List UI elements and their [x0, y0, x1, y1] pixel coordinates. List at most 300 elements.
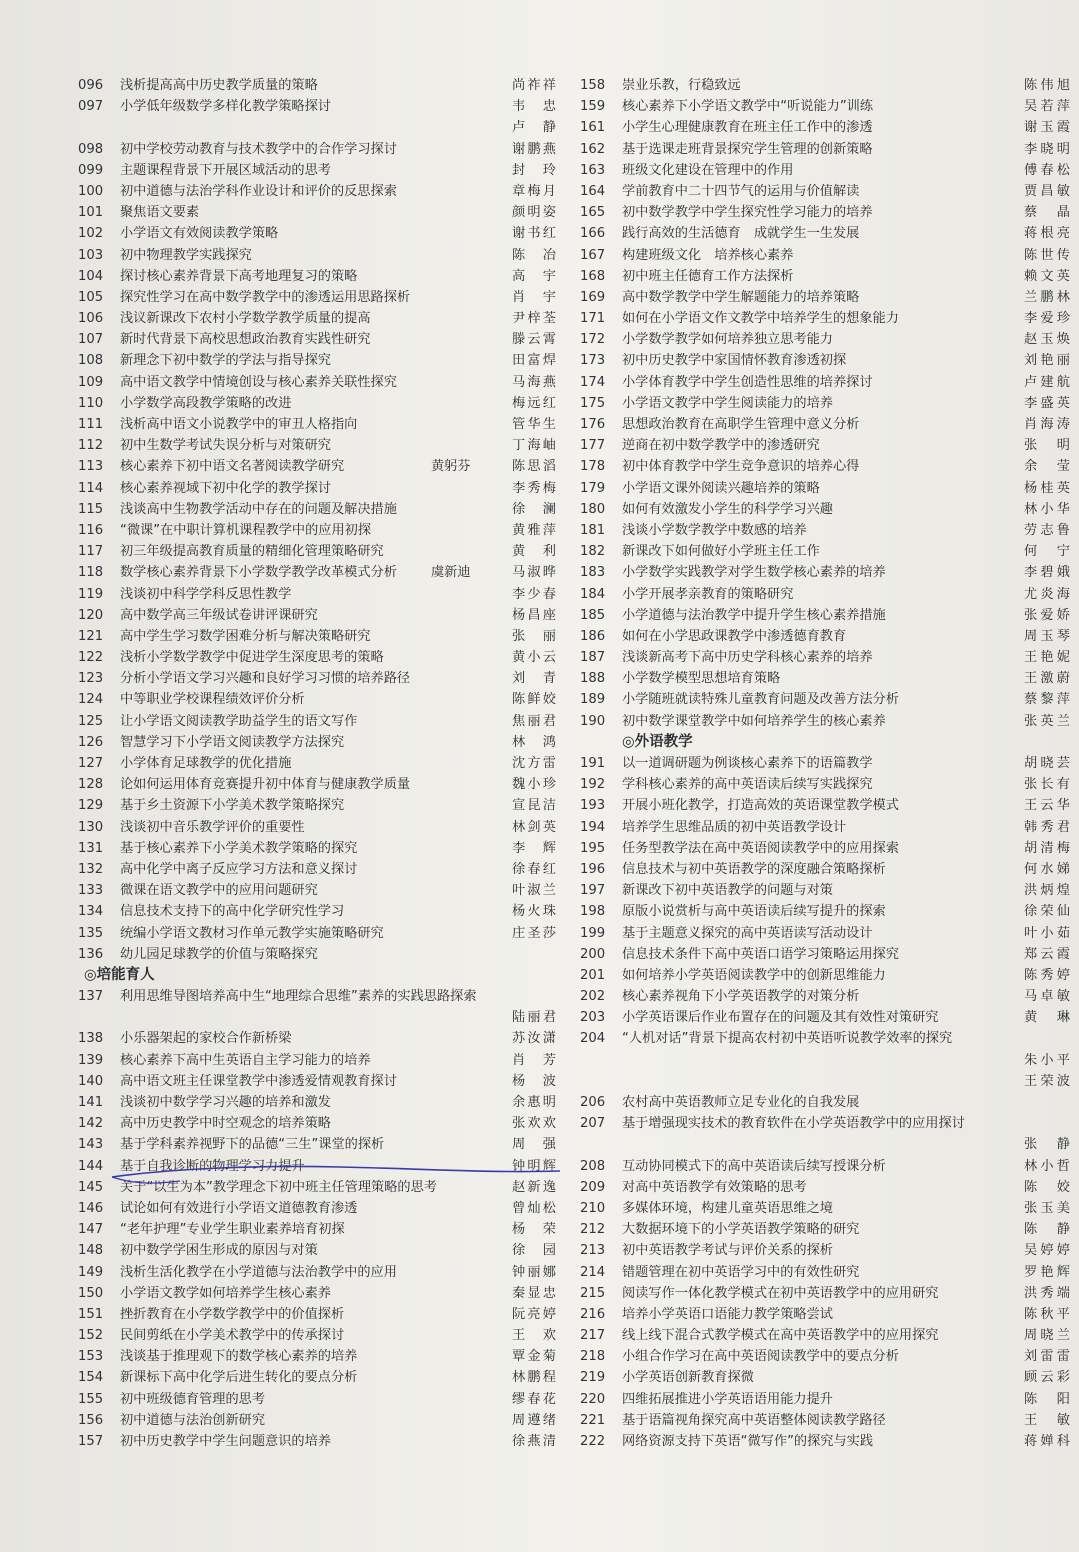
- entry-title: 利用思维导图培养高中生“地理综合思维”素养的实践思路探索: [120, 989, 477, 1005]
- entry-number: 119: [78, 586, 104, 602]
- toc-entry: [78, 96, 556, 117]
- entry-number: 125: [78, 713, 104, 729]
- toc-entry: [78, 520, 556, 541]
- entry-title: 初中生数学考试失误分析与对策研究: [120, 438, 331, 454]
- entry-number: 218: [580, 1349, 606, 1365]
- entry-title: 小学语文有效阅读教学策略: [120, 226, 279, 242]
- entry-title: 崇业乐教，行稳致远: [622, 78, 741, 93]
- entry-number: 135: [78, 925, 104, 941]
- entry-number: 189: [580, 692, 606, 708]
- toc-entry: [580, 520, 1070, 541]
- toc-entry: [580, 266, 1070, 287]
- entry-number: 123: [78, 671, 104, 687]
- entry-number: 180: [580, 501, 606, 517]
- entry-title: 浅谈基于推理观下的数学核心素养的培养: [120, 1349, 358, 1365]
- entry-author: 韩秀君: [1024, 819, 1070, 835]
- entry-author: 尹梓荃: [512, 311, 556, 327]
- entry-author: 章梅月: [512, 183, 556, 199]
- entry-author: 李碧娥: [1024, 565, 1070, 581]
- entry-author: 高 宇: [512, 268, 556, 284]
- entry-number: 106: [78, 311, 104, 327]
- entry-author: 刘雷雷: [1024, 1349, 1070, 1365]
- toc-entry: [78, 1071, 556, 1092]
- entry-title: 基于核心素养下小学美术教学策略的探究: [120, 840, 358, 856]
- entry-author: 蒋根亮: [1024, 226, 1070, 242]
- entry-number: 203: [580, 1010, 606, 1026]
- entry-number: 156: [78, 1412, 104, 1428]
- toc-entry: [580, 117, 1070, 138]
- toc-entry: [580, 605, 1070, 626]
- entry-number: 163: [580, 162, 606, 178]
- entry-number: 221: [580, 1412, 606, 1428]
- toc-entry: [580, 647, 1070, 668]
- toc-entry: [580, 1389, 1070, 1410]
- toc-entry: [580, 160, 1070, 181]
- toc-entry: [78, 372, 556, 393]
- entry-title: 初中道德与法治创新研究: [120, 1412, 266, 1428]
- entry-title: 学前教育中二十四节气的运用与价值解读: [622, 183, 860, 199]
- toc-entry: [78, 605, 556, 626]
- entry-title: 让小学语文阅读教学助益学生的语文写作: [120, 713, 358, 729]
- entry-author: 贾昌敏: [1024, 183, 1070, 199]
- toc-entry: [78, 414, 556, 435]
- toc-entry: [78, 393, 556, 414]
- toc-entry: [580, 1346, 1070, 1367]
- toc-entry: [580, 329, 1070, 350]
- entry-title: 培养学生思维品质的初中英语教学设计: [622, 819, 847, 835]
- entry-number: 148: [78, 1243, 104, 1259]
- entry-number: 208: [580, 1158, 606, 1174]
- toc-entry: [580, 1325, 1070, 1346]
- entry-number: 131: [78, 840, 104, 856]
- toc-entry: [580, 223, 1070, 244]
- entry-number: 128: [78, 777, 104, 793]
- entry-title: 初中体育教学中学生竞争意识的培养心得: [622, 459, 860, 475]
- entry-author: 庄圣莎: [512, 925, 556, 941]
- entry-author: 劳志鲁: [1024, 522, 1070, 538]
- entry-author: 陈秀婷: [1024, 967, 1070, 983]
- toc-entry: [580, 456, 1070, 477]
- toc-entry: [580, 838, 1070, 859]
- entry-author: 陈 静: [1024, 1222, 1070, 1238]
- entry-title: 浅析小学数学教学中促进学生深度思考的策略: [120, 650, 384, 666]
- entry-title: “人机对话”背景下提高农村初中英语听说教学效率的探究: [622, 1031, 953, 1047]
- toc-entry: [580, 1113, 1070, 1155]
- toc-entry: [78, 117, 556, 138]
- entry-author: 李秀梅: [512, 480, 556, 496]
- entry-title: 初三年级提高教育质量的精细化管理策略研究: [120, 544, 384, 560]
- entry-title: 浅谈新高考下高中历史学科核心素养的培养: [622, 650, 873, 666]
- entry-author: 陈 阳: [1024, 1391, 1070, 1407]
- toc-entry: [78, 1028, 556, 1049]
- entry-author: 黄雅萍: [512, 522, 556, 538]
- entry-number: 100: [78, 183, 104, 199]
- toc-entry: [78, 1410, 556, 1431]
- entry-title: 新课改下如何做好小学班主任工作: [622, 544, 820, 560]
- entry-title: 小学生心理健康教育在班主任工作中的渗透: [622, 120, 873, 136]
- toc-entry: [580, 1071, 1070, 1092]
- entry-title: 民间剪纸在小学美术教学中的传承探讨: [120, 1328, 345, 1344]
- entry-title: 基于主题意义探究的高中英语读写活动设计: [622, 925, 873, 941]
- entry-title: 高中化学中离子反应学习方法和意义探讨: [120, 861, 358, 877]
- entry-number: 110: [78, 395, 104, 411]
- entry-author: 徐春红: [512, 861, 556, 877]
- entry-number: 132: [78, 861, 104, 877]
- toc-entry: [580, 944, 1070, 965]
- entry-title: 农村高中英语教师立足专业化的自我发展: [622, 1095, 860, 1111]
- toc-entry: [580, 1007, 1070, 1028]
- entry-number: 113: [78, 459, 104, 475]
- entry-title: 浅谈小学数学教学中数感的培养: [622, 522, 807, 538]
- entry-number: 214: [580, 1264, 606, 1280]
- entry-author: 杨桂英: [1024, 480, 1070, 496]
- entry-title: 多媒体环境，构建儿童英语思维之境: [622, 1200, 833, 1216]
- entry-number: 096: [78, 78, 104, 93]
- entry-number: 191: [580, 756, 606, 771]
- entry-title: 对高中英语教学有效策略的思考: [622, 1179, 807, 1195]
- toc-entry: [78, 1389, 556, 1410]
- entry-title: 基于语篇视角探究高中英语整体阅读教学路径: [622, 1412, 886, 1428]
- entry-number: 102: [78, 226, 104, 242]
- entry-author: 尚祚祥: [512, 78, 556, 93]
- entry-title: 小学数学高段教学策略的改进: [120, 395, 292, 411]
- entry-title: 核心素养下初中语文名著阅读教学研究: [120, 459, 345, 475]
- toc-entry: [78, 795, 556, 816]
- toc-entry: [78, 1304, 556, 1325]
- entry-author: 王艳妮: [1024, 650, 1070, 666]
- entry-number: 097: [78, 99, 104, 115]
- entry-number: 177: [580, 438, 606, 454]
- entry-author: 谢玉霞: [1024, 120, 1070, 136]
- toc-entry: [78, 1050, 556, 1071]
- entry-number: 152: [78, 1328, 104, 1344]
- entry-number: 155: [78, 1391, 104, 1407]
- entry-number: 161: [580, 120, 606, 136]
- entry-number: 101: [78, 205, 104, 221]
- entry-title: 核心素养下高中生英语自主学习能力的培养: [120, 1052, 371, 1068]
- entry-title: 高中语文教学中情境创设与核心素养关联性探究: [120, 374, 397, 390]
- entry-title: 核心素养下小学语文教学中“听说能力”训练: [622, 99, 874, 115]
- toc-entry: [580, 372, 1070, 393]
- entry-number: 105: [78, 289, 104, 305]
- entry-title: 任务型教学法在高中英语阅读教学中的应用探索: [622, 840, 899, 856]
- entry-number: 157: [78, 1434, 104, 1450]
- entry-title: 小学随班就读特殊儿童教育问题及改善方法分析: [622, 692, 899, 708]
- entry-author: 赵玉焕: [1024, 332, 1070, 348]
- entry-author: 李 辉: [512, 840, 556, 856]
- toc-entry: [78, 223, 556, 244]
- entry-number: 184: [580, 586, 606, 602]
- entry-title: 初中历史教学中家国情怀教育渗透初探: [622, 353, 847, 369]
- entry-title: 分析小学语文学习兴趣和良好学习习惯的培养路径: [120, 671, 411, 687]
- entry-title: 小学语文教学如何培养学生核心素养: [120, 1285, 331, 1301]
- entry-number: 196: [580, 861, 606, 877]
- entry-number: 213: [580, 1243, 606, 1259]
- toc-entry: [580, 1219, 1070, 1240]
- entry-author: 王激蔚: [1024, 671, 1070, 687]
- toc-entry: [78, 160, 556, 181]
- entry-author: 谢鹏燕: [512, 141, 556, 157]
- entry-title: “微课”在中职计算机课程教学中的应用初探: [120, 522, 372, 538]
- entry-number: 158: [580, 78, 606, 93]
- entry-number: 171: [580, 311, 606, 327]
- entry-number: 108: [78, 353, 104, 369]
- entry-title: 主题课程背景下开展区域活动的思考: [120, 162, 331, 178]
- entry-title: 初中历史教学中学生问题意识的培养: [120, 1434, 331, 1450]
- entry-author: 徐燕清: [512, 1434, 556, 1450]
- toc-entry: [580, 1304, 1070, 1325]
- toc-entry: [580, 245, 1070, 266]
- entry-number: 172: [580, 332, 606, 348]
- entry-author: 钟明辉: [512, 1158, 556, 1174]
- entry-number: 142: [78, 1116, 104, 1132]
- toc-entry: [78, 1367, 556, 1388]
- entry-author: 王荣波: [1024, 1073, 1070, 1089]
- entry-number: 173: [580, 353, 606, 369]
- entry-number: 114: [78, 480, 104, 496]
- entry-author: 缪春花: [512, 1391, 556, 1407]
- entry-title: 小学数学教学如何培养独立思考能力: [622, 332, 833, 348]
- entry-author: 钟丽娜: [512, 1264, 556, 1280]
- entry-title: 新课标下高中化学后进生转化的要点分析: [120, 1370, 358, 1386]
- entry-number: 176: [580, 417, 606, 432]
- entry-number: 120: [78, 607, 104, 623]
- toc-entry: [78, 329, 556, 350]
- entry-number: 146: [78, 1200, 104, 1216]
- entry-number: 159: [580, 99, 606, 115]
- entry-number: 165: [580, 205, 606, 221]
- entry-author: 秦显忠: [512, 1285, 556, 1301]
- entry-author: 蔡 晶: [1024, 205, 1070, 221]
- toc-entry: [78, 562, 556, 583]
- entry-title: 践行高效的生活德育 成就学生一生发展: [622, 226, 860, 242]
- entry-author: 兰鹏林: [1024, 289, 1070, 305]
- entry-title: 统编小学语文教材习作单元教学实施策略研究: [120, 925, 384, 941]
- entry-number: 217: [580, 1328, 606, 1344]
- entry-title: 微课在语文教学中的应用问题研究: [120, 883, 318, 899]
- entry-title: 初中班主任德育工作方法探析: [622, 268, 794, 284]
- entry-title: 高中数学教学中学生解题能力的培养策略: [622, 289, 860, 305]
- entry-number: 204: [580, 1031, 606, 1047]
- toc-entry: [580, 923, 1070, 944]
- entry-number: 099: [78, 162, 104, 178]
- entry-author: 田富焊: [512, 353, 556, 369]
- toc-entry: [580, 562, 1070, 583]
- entry-number: 195: [580, 840, 606, 856]
- entry-title: 新理念下初中数学的学法与指导探究: [120, 353, 331, 369]
- entry-number: 186: [580, 628, 606, 644]
- toc-entry: [78, 75, 556, 96]
- entry-number: 197: [580, 883, 606, 899]
- entry-number: 133: [78, 883, 104, 899]
- toc-entry: [580, 711, 1070, 732]
- entry-title: “老年护理”专业学生职业素养培育初探: [120, 1222, 345, 1238]
- entry-number: 098: [78, 141, 104, 157]
- entry-number: 141: [78, 1095, 104, 1111]
- entry-title: 中等职业学校课程绩效评价分析: [120, 692, 305, 708]
- toc-entry: [580, 350, 1070, 371]
- entry-number: 144: [78, 1158, 104, 1174]
- entry-title: 浅析生活化教学在小学道德与法治教学中的应用: [120, 1264, 397, 1280]
- toc-entry: [78, 901, 556, 922]
- entry-author: 林小华: [1024, 501, 1070, 517]
- entry-number: 117: [78, 544, 104, 560]
- entry-number: 190: [580, 713, 606, 729]
- toc-entry: [78, 817, 556, 838]
- entry-author: 周遵绪: [512, 1412, 556, 1428]
- entry-author: 梅远红: [512, 395, 556, 411]
- toc-entry: [78, 456, 556, 477]
- toc-entry: [580, 626, 1070, 647]
- entry-coauthor: 虞新迪: [431, 565, 471, 581]
- entry-title: 小学数学模型思想培育策略: [622, 671, 781, 687]
- toc-entry: [580, 1367, 1070, 1388]
- entry-title: 新课改下初中英语教学的问题与对策: [622, 883, 833, 899]
- entry-title: 数学核心素养背景下小学数学教学改革模式分析: [120, 565, 397, 581]
- entry-number: 199: [580, 925, 606, 941]
- toc-entry: [78, 732, 556, 753]
- entry-title: 浅析高中语文小说教学中的审丑人格指向: [120, 417, 358, 432]
- entry-title: 线上线下混合式教学模式在高中英语教学中的应用探究: [622, 1328, 939, 1344]
- entry-number: 202: [580, 989, 606, 1005]
- toc-entry: [78, 1346, 556, 1367]
- entry-title: 浅议新课改下农村小学数学教学质量的提高: [120, 311, 371, 327]
- entry-author: 卢建航: [1024, 374, 1070, 390]
- entry-number: 169: [580, 289, 606, 305]
- entry-number: 194: [580, 819, 606, 835]
- entry-author: 吴婷婷: [1024, 1243, 1070, 1259]
- toc-entry: [78, 435, 556, 456]
- entry-title: 错题管理在初中英语学习中的有效性研究: [622, 1264, 860, 1280]
- toc-entry: [78, 753, 556, 774]
- entry-author: 张玉美: [1024, 1200, 1070, 1216]
- entry-number: 192: [580, 777, 606, 793]
- toc-entry: [580, 1156, 1070, 1177]
- entry-author: 王 欢: [512, 1328, 556, 1344]
- entry-title: 核心素养视域下初中化学的教学探讨: [120, 480, 331, 496]
- right-column: [580, 75, 1070, 1452]
- toc-entry: [78, 1113, 556, 1134]
- entry-title: 小学数学实践教学对学生数学核心素养的培养: [622, 565, 886, 581]
- toc-entry: [78, 838, 556, 859]
- entry-author: 李晓明: [1024, 141, 1070, 157]
- toc-entry: [78, 350, 556, 371]
- entry-author: 曾灿松: [512, 1200, 556, 1216]
- entry-title: 小组合作学习在高中英语阅读教学中的要点分析: [622, 1349, 899, 1365]
- entry-title: 探讨核心素养背景下高考地理复习的策略: [120, 268, 358, 284]
- entry-number: 154: [78, 1370, 104, 1386]
- toc-entry: [78, 1325, 556, 1346]
- entry-title: 初中物理教学实践探究: [120, 247, 252, 263]
- toc-entry: [78, 1092, 556, 1113]
- entry-author: 颜明姿: [512, 205, 556, 221]
- entry-author: 陈鲜姣: [512, 692, 556, 708]
- entry-author: 苏汝潇: [512, 1031, 556, 1047]
- entry-number: 209: [580, 1179, 606, 1195]
- entry-title: 小学道德与法治教学中提升学生核心素养措施: [622, 607, 886, 623]
- toc-entry: [580, 668, 1070, 689]
- toc-entry: [78, 499, 556, 520]
- entry-author: 吴若萍: [1024, 99, 1070, 115]
- entry-author: 周晓兰: [1024, 1328, 1070, 1344]
- entry-number: 212: [580, 1222, 606, 1238]
- toc-entry: [580, 181, 1070, 202]
- entry-author: 肖 芳: [512, 1052, 556, 1068]
- entry-number: 219: [580, 1370, 606, 1386]
- toc-entry: [78, 668, 556, 689]
- entry-title: 小学英语创新教育探微: [622, 1370, 754, 1386]
- toc-entry: [580, 435, 1070, 456]
- toc-entry: [580, 1240, 1070, 1261]
- entry-author: 魏小珍: [512, 777, 556, 793]
- entry-author: 阮亮婷: [512, 1306, 556, 1322]
- entry-number: 134: [78, 904, 104, 920]
- pen-underline-mark: [110, 1159, 562, 1187]
- entry-title: 挫折教育在小学数学教学中的价值探析: [120, 1306, 345, 1322]
- entry-number: 112: [78, 438, 104, 454]
- toc-entry: [580, 139, 1070, 160]
- entry-title: 信息技术与初中英语教学的深度融合策略探析: [622, 861, 886, 877]
- entry-number: 174: [580, 374, 606, 390]
- entry-author: 陈伟旭: [1024, 78, 1070, 93]
- toc-entry: [580, 1028, 1070, 1070]
- entry-author: 蔡黎萍: [1024, 692, 1070, 708]
- entry-title: 初中数学课堂教学中如何培养学生的核心素养: [622, 713, 886, 729]
- entry-title: 小学英语课后作业布置存在的问题及其有效性对策研究: [622, 1010, 939, 1026]
- entry-title: 如何培养小学英语阅读教学中的创新思维能力: [622, 967, 886, 983]
- toc-entry: [78, 711, 556, 732]
- entry-title: 高中历史教学中时空观念的培养策略: [120, 1116, 331, 1132]
- entry-author: 李爱珍: [1024, 311, 1070, 327]
- toc-entry: [580, 1410, 1070, 1431]
- entry-title: 浅析提高高中历史教学质量的策略: [120, 78, 318, 93]
- entry-title: 初中数学学困生形成的原因与对策: [120, 1243, 318, 1259]
- entry-number: 198: [580, 904, 606, 920]
- toc-entry: [580, 986, 1070, 1007]
- entry-number: 115: [78, 501, 104, 517]
- toc-entry: [78, 880, 556, 901]
- entry-number: 127: [78, 756, 104, 771]
- toc-entry: [580, 202, 1070, 223]
- entry-title: 开展小班化教学，打造高效的英语课堂教学模式: [622, 798, 899, 814]
- entry-number: 147: [78, 1222, 104, 1238]
- entry-number: 162: [580, 141, 606, 157]
- toc-entry: [580, 75, 1070, 96]
- entry-author: 洪炳煌: [1024, 883, 1070, 899]
- entry-number: 138: [78, 1031, 104, 1047]
- entry-number: 222: [580, 1434, 606, 1450]
- entry-number: 126: [78, 734, 104, 750]
- entry-author: 张英兰: [1024, 713, 1070, 729]
- entry-coauthor: 黄躬芬: [431, 459, 471, 475]
- entry-title: 大数据环境下的小学英语教学策略的研究: [622, 1222, 860, 1238]
- entry-author: 肖 宇: [512, 289, 556, 305]
- toc-entry: [78, 287, 556, 308]
- entry-title: 逆商在初中数学教学中的渗透研究: [622, 438, 820, 454]
- toc-entry: [78, 139, 556, 160]
- entry-title: 班级文化建设在管理中的作用: [622, 162, 794, 178]
- toc-entry: [580, 1177, 1070, 1198]
- toc-entry: [580, 1431, 1070, 1452]
- toc-entry: [580, 753, 1070, 774]
- entry-title: 基于自我诊断的物理学习力提升: [120, 1158, 305, 1174]
- entry-author: 尤炎海: [1024, 586, 1070, 602]
- entry-number: 178: [580, 459, 606, 475]
- toc-entry: [78, 1134, 556, 1155]
- entry-author: 张 丽: [512, 628, 556, 644]
- toc-entry: [580, 859, 1070, 880]
- entry-author: 张爱娇: [1024, 607, 1070, 623]
